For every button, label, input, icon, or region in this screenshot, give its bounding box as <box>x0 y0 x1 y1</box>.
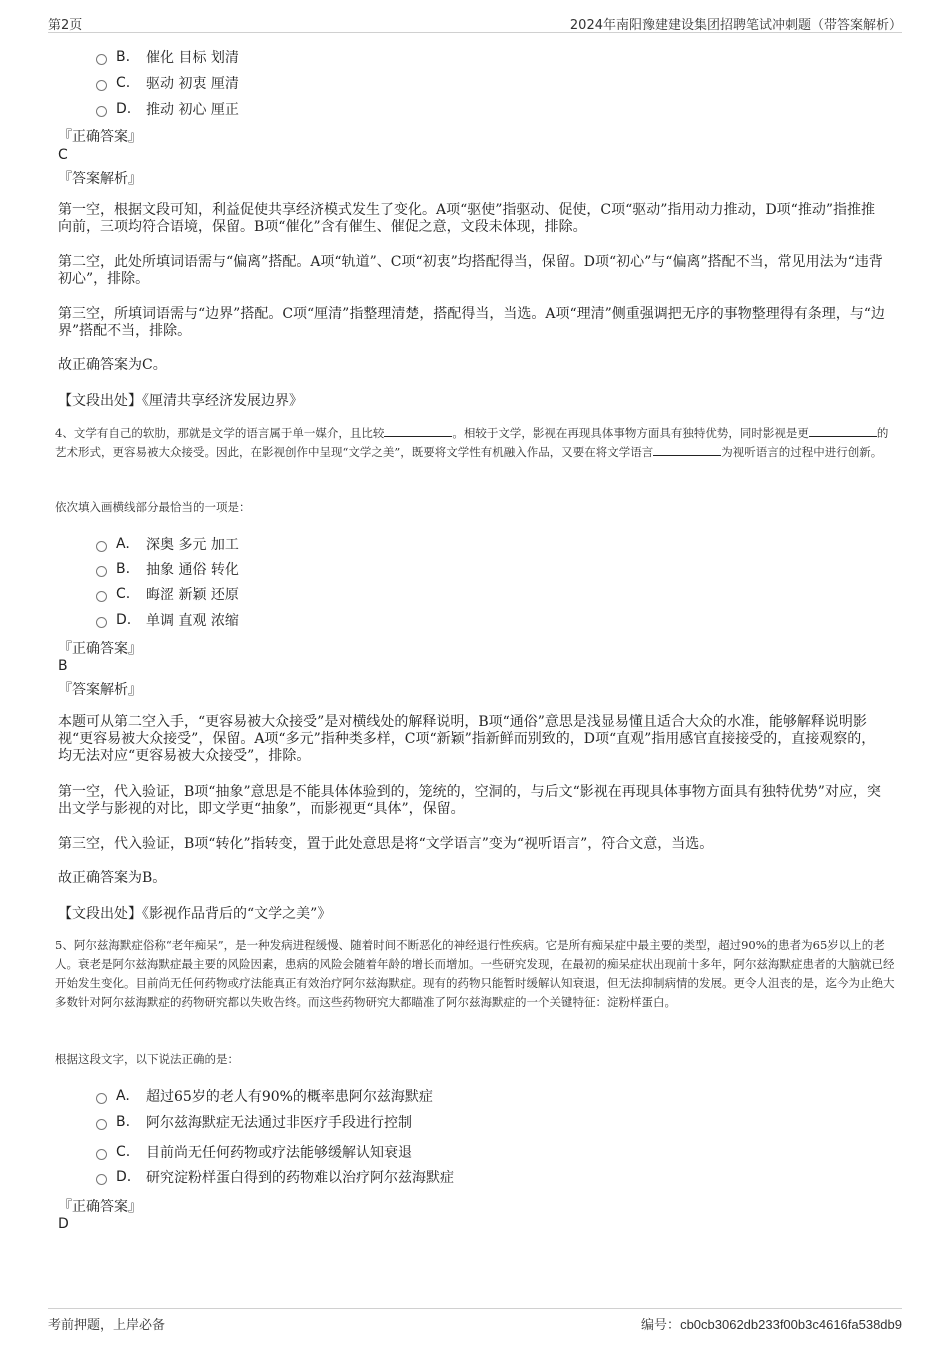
q4-analysis-paragraph: 本题可从第二空入手，“更容易被大众接受”是对横线处的解释说明，B项“通俗”意思是浅显易懂且适合大众的水准，能够解释说明影视“更容易被大众接受”，保留。A项“多元”指种类多样，C项“新颖”指新鲜而别致的，D项“直观”指用感官直接接受的，直接观察的，均无法对应“更容易被大众接受”，排除。 <box>58 714 876 764</box>
q4-option-c[interactable]: C. 晦涩 新颖 还原 <box>96 583 239 605</box>
q5-option-b[interactable]: B. 阿尔兹海默症无法通过非医疗手段进行控制 <box>96 1111 412 1133</box>
document-code: 编号：cb0cb3062db233f00b3c4616fa538db9 <box>641 1317 902 1333</box>
q5-option-c[interactable]: C. 目前尚无任何药物或疗法能够缓解认知衰退 <box>96 1141 412 1163</box>
radio-icon[interactable] <box>96 1093 107 1104</box>
q4-analysis-paragraph: 第一空，代入验证，B项“抽象”意思是不能具体体验到的，笼统的，空洞的，与后文“影视在再现具体事物方面具有独特优势”对应，突出文学与影视的对比，即文学更“抽象”，而影视更“具体”，保留。 <box>58 784 881 817</box>
q5-answer-label: 『正确答案』 <box>58 1199 142 1215</box>
q3-analysis-paragraph: 第一空，根据文段可知，利益促使共享经济模式发生了变化。A项“驱使”指驱动、促使，C项“驱动”指用动力推动，D项“推动”指推推向前，三项均符合语境，保留。B项“催化”含有催生、催促之意，文段未体现，排除。 <box>58 202 875 235</box>
q3-analysis-paragraph: 第二空，此处所填词语需与“偏离”搭配。A项“轨道”、C项“初衷”均搭配得当，保留。D项“初心”与“偏离”搭配不当，常见用法为“违背初心”，排除。 <box>58 254 883 287</box>
blank-line <box>653 443 721 456</box>
page-header <box>48 14 902 33</box>
q5-option-a[interactable]: A. 超过65岁的老人有90%的概率患阿尔兹海默症 <box>96 1085 433 1107</box>
q5-stem: 5、阿尔兹海默症俗称“老年痴呆”，是一种发病进程缓慢、随着时间不断恶化的神经退行性疾病。它是所有痴呆症中最主要的类型，超过90%的患者为65岁以上的老人。衰老是阿尔兹海默症最主要的风险因素，患病的风险会随着年龄的增长而增加。一些研究发现，在最初的痴呆症状出现前十多年，阿尔兹海默症患者的大脑就已经开始发生变化。目前尚无任何药物或疗法能真正有效治疗阿尔兹海默症。现有的药物只能暂时缓解认知衰退，但无法抑制病情的发展。更令人沮丧的是，迄今为止绝大多数针对阿尔兹海默症的药物研究都以失败告终。而这些药物研究大都瞄准了阿尔兹海默症的一个关键特征：淀粉样蛋白。 <box>55 938 895 1009</box>
q3-answer-label: 『正确答案』 <box>58 129 142 145</box>
q4-answer-label: 『正确答案』 <box>58 641 142 657</box>
q4-source: 【文段出处】《影视作品背后的“文学之美”》 <box>58 906 332 922</box>
radio-icon[interactable] <box>96 617 107 628</box>
radio-icon[interactable] <box>96 1119 107 1130</box>
q4-prompt: 依次填入画横线部分最恰当的一项是： <box>55 500 251 514</box>
radio-icon[interactable] <box>96 541 107 552</box>
blank-line <box>809 424 877 437</box>
q3-answer: C <box>58 147 68 163</box>
blank-line <box>384 424 452 437</box>
q4-stem: 4、文学有自己的软肋，那就是文学的语言属于单一媒介，且比较 。相较于文学，影视在再现具体事物方面具有独特优势，同时影视是更 的艺术形式，更容易被大众接受。因此，在影视创作中呈现“文学之美”，既要将文学性有机融入作品，又要在将文学语言 为视听语言的过程中进行创新。 <box>55 426 889 459</box>
radio-icon[interactable] <box>96 54 107 65</box>
q5-prompt: 根据这段文字，以下说法正确的是： <box>55 1052 239 1066</box>
document-title: 2024年南阳豫建建设集团招聘笔试冲刺题（带答案解析） <box>569 18 902 33</box>
q3-option-c[interactable]: C. 驱动 初衷 厘清 <box>96 72 239 94</box>
radio-icon[interactable] <box>96 1174 107 1185</box>
radio-icon[interactable] <box>96 80 107 91</box>
q3-analysis-label: 『答案解析』 <box>58 171 142 187</box>
q4-option-d[interactable]: D. 单调 直观 浓缩 <box>96 609 239 631</box>
q4-analysis-paragraph: 第三空，代入验证，B项“转化”指转变，置于此处意思是将“文学语言”变为“视听语言”，符合文意，当选。 <box>58 836 714 852</box>
q3-conclusion: 故正确答案为C。 <box>58 357 167 373</box>
radio-icon[interactable] <box>96 591 107 602</box>
radio-icon[interactable] <box>96 566 107 577</box>
footer-slogan: 考前押题，上岸必备 <box>48 1318 166 1333</box>
q4-option-a[interactable]: A. 深奥 多元 加工 <box>96 533 239 555</box>
radio-icon[interactable] <box>96 106 107 117</box>
q5-option-d[interactable]: D. 研究淀粉样蛋白得到的药物难以治疗阿尔兹海默症 <box>96 1166 454 1188</box>
q4-conclusion: 故正确答案为B。 <box>58 870 167 886</box>
page-footer <box>48 1308 902 1333</box>
q3-analysis-paragraph: 第三空，所填词语需与“边界”搭配。C项“厘清”指整理清楚，搭配得当，当选。A项“理清”侧重强调把无序的事物整理得有条理，与“边界”搭配不当，排除。 <box>58 306 885 339</box>
page-number: 第2页 <box>48 18 83 33</box>
q3-source: 【文段出处】《厘清共享经济发展边界》 <box>58 393 303 409</box>
q5-answer: D <box>58 1216 69 1232</box>
q4-option-b[interactable]: B. 抽象 通俗 转化 <box>96 558 239 580</box>
q3-option-d[interactable]: D. 推动 初心 厘正 <box>96 98 239 120</box>
q4-answer: B <box>58 658 68 674</box>
q4-analysis-label: 『答案解析』 <box>58 682 142 698</box>
q3-option-b[interactable]: B. 催化 目标 划清 <box>96 46 239 68</box>
radio-icon[interactable] <box>96 1149 107 1160</box>
